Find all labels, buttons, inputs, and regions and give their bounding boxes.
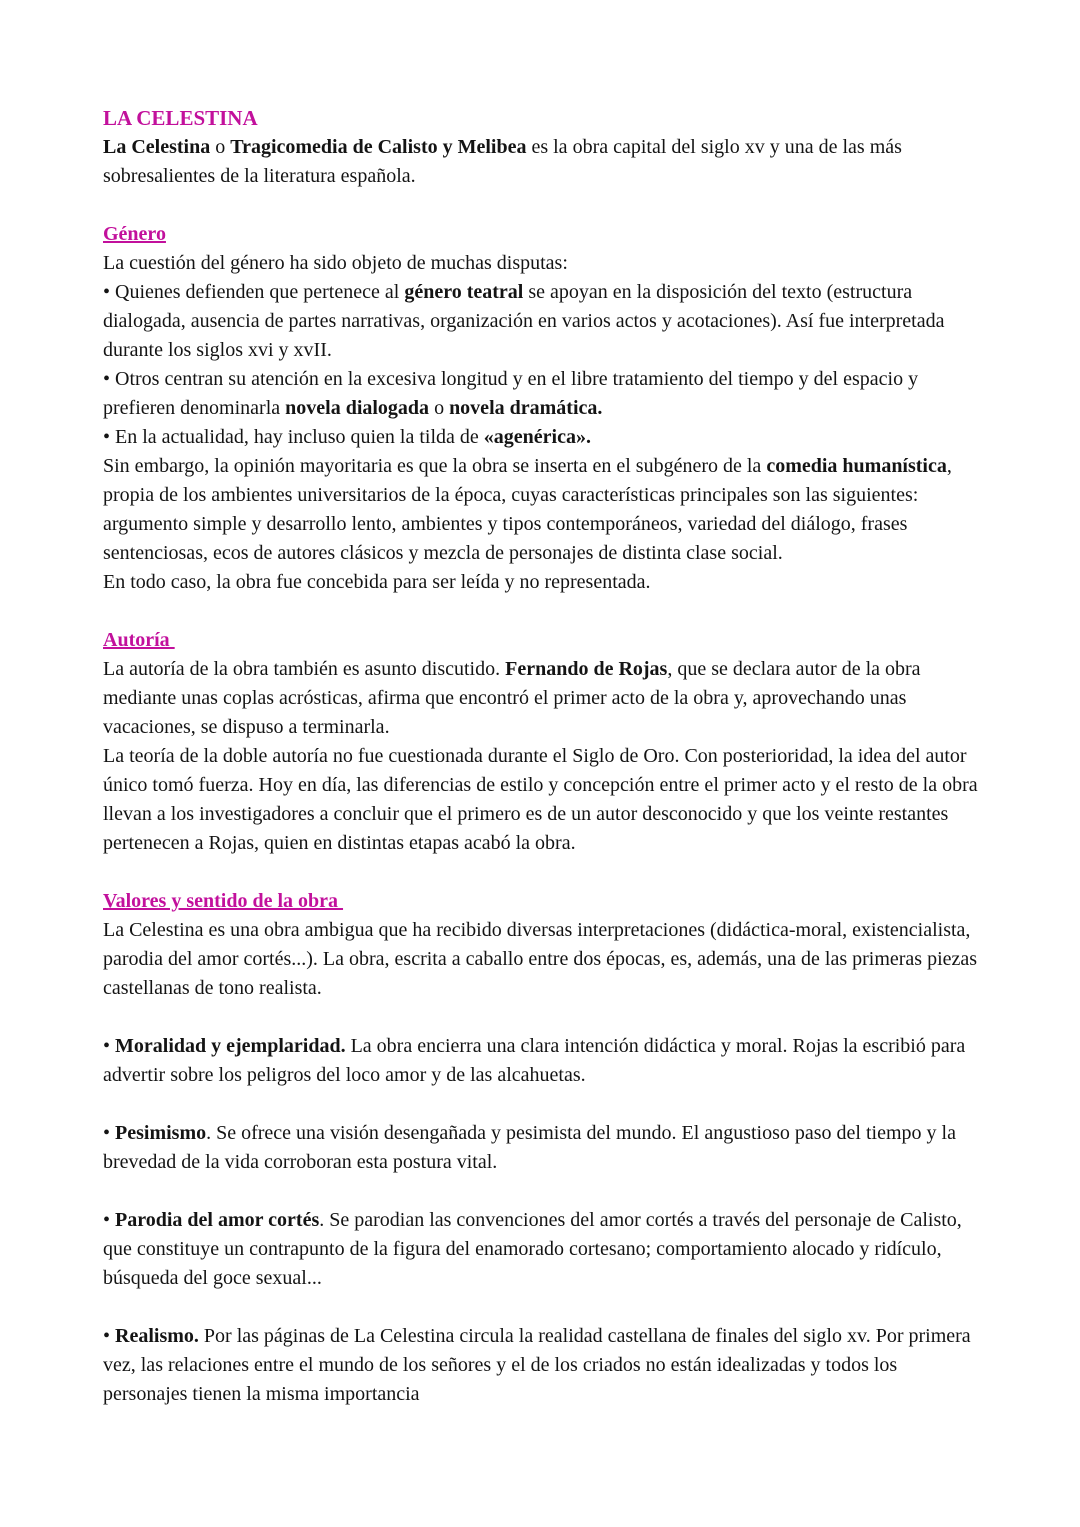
section-heading-valores bbox=[103, 887, 980, 916]
valores-bullet-parodia bbox=[103, 1206, 980, 1293]
document-title bbox=[103, 104, 980, 133]
text-run: • Otros centran su atención en la excesiva longitud y en el libre tratamiento del tiempo y del espacio y prefieren denominarla bbox=[103, 368, 919, 419]
blank-line bbox=[103, 1003, 980, 1032]
bold-text-run: novela dialogada bbox=[285, 397, 430, 419]
text-run: La Celestina es una obra ambigua que ha recibido diversas interpretaciones (didáctica-moral, existencialista, parodia del amor cortés...). La obra, escrita a caballo entre dos épocas, es, además, una de las primeras piezas castellanas de tono realista. bbox=[103, 919, 978, 999]
text-run: La cuestión del género ha sido objeto de muchas disputas: bbox=[103, 252, 568, 274]
bold-text-run: LA CELESTINA bbox=[103, 106, 258, 130]
valores-intro-paragraph bbox=[103, 916, 980, 1003]
bold-text-run: Fernando de Rojas bbox=[505, 658, 668, 680]
text-run: • bbox=[103, 1325, 116, 1347]
text-run: La obra encierra una clara intención didáctica y moral. Rojas la escribió para advertir sobre los peligros del loco amor y de las alcahuetas. bbox=[103, 1035, 966, 1086]
genero-comedia-humanistica-paragraph bbox=[103, 452, 980, 568]
text-run: • En la actualidad, hay incluso quien la tilda de bbox=[103, 426, 484, 448]
text-run: • bbox=[103, 1209, 116, 1231]
bold-text-run: Pesimismo bbox=[115, 1122, 207, 1144]
text-run: o bbox=[210, 136, 231, 158]
valores-bullet-moralidad bbox=[103, 1032, 980, 1090]
autoria-paragraph-1 bbox=[103, 655, 980, 742]
bold-text-run: Moralidad y ejemplaridad. bbox=[115, 1035, 346, 1057]
blank-line bbox=[103, 597, 980, 626]
genero-bullet-agenerica bbox=[103, 423, 980, 452]
bold-text-run: novela dramática. bbox=[449, 397, 603, 419]
genero-bullet-novela-dialogada bbox=[103, 365, 980, 423]
autoria-paragraph-2 bbox=[103, 742, 980, 858]
text-run: • bbox=[103, 1035, 116, 1057]
bold-text-run: «agenérica». bbox=[483, 426, 591, 448]
text-run: • bbox=[103, 1122, 116, 1144]
text-run: , propia de los ambientes universitarios de la época, cuyas características principales son las siguientes: argumento simple y desarrollo lento, ambientes y tipos contemporáneos, variedad del diálogo, frases sentenciosas, ecos de autores clásicos y mezcla de personajes de distinta clase social. bbox=[103, 455, 952, 564]
text-run: o bbox=[429, 397, 450, 419]
text-run: . Se parodian las convenciones del amor cortés a través del personaje de Calisto, que constituye un contrapunto de la figura del enamorado cortesano; comportamiento alocado y ridículo, búsqueda del goce sexual... bbox=[103, 1209, 962, 1289]
genero-intro-paragraph bbox=[103, 249, 980, 278]
blank-line bbox=[103, 858, 980, 887]
bold-text-run: Realismo. bbox=[115, 1325, 199, 1347]
valores-bullet-pesimismo bbox=[103, 1119, 980, 1177]
bold-text-run: Parodia del amor cortés bbox=[115, 1209, 320, 1231]
genero-conclusion-paragraph bbox=[103, 568, 980, 597]
bold-text-run: Autoría bbox=[103, 629, 175, 651]
text-run: • Quienes defienden que pertenece al bbox=[103, 281, 405, 303]
text-run: En todo caso, la obra fue concebida para ser leída y no representada. bbox=[103, 571, 651, 593]
text-run: , que se declara autor de la obra mediante unas coplas acrósticas, afirma que encontró el primer acto de la obra y, aprovechando unas vacaciones, se dispuso a terminarla. bbox=[103, 658, 921, 738]
bold-text-run: Género bbox=[103, 223, 166, 245]
blank-line bbox=[103, 191, 980, 220]
text-run: La teoría de la doble autoría no fue cuestionada durante el Siglo de Oro. Con posterioridad, la idea del autor único tomó fuerza. Hoy en día, las diferencias de estilo y concepción entre el primer acto y el resto de la obra llevan a los investigadores a concluir que el primero es de un autor desconocido y que los veinte restantes pertenecen a Rojas, quien en distintas etapas acabó la obra. bbox=[103, 745, 978, 854]
valores-bullet-realismo bbox=[103, 1322, 980, 1409]
text-run: Sin embargo, la opinión mayoritaria es que la obra se inserta en el subgénero de la bbox=[103, 455, 767, 477]
bold-text-run: comedia humanística bbox=[766, 455, 947, 477]
genero-bullet-genero-teatral bbox=[103, 278, 980, 365]
blank-line bbox=[103, 1090, 980, 1119]
text-run: es la obra capital del siglo xv y una de las más sobresalientes de la literatura española. bbox=[103, 136, 902, 187]
text-run: se apoyan en la disposición del texto (estructura dialogada, ausencia de partes narrativas, organización en varios actos y acotaciones). Así fue interpretada durante los siglos xvi y xvII. bbox=[103, 281, 945, 361]
text-run: Por las páginas de La Celestina circula la realidad castellana de finales del siglo xv. Por primera vez, las relaciones entre el mundo de los señores y el de los criados no están idealizadas y todos los personajes tienen la misma importancia bbox=[103, 1325, 971, 1405]
bold-text-run: género teatral bbox=[404, 281, 524, 303]
text-run: La autoría de la obra también es asunto discutido. bbox=[103, 658, 506, 680]
section-heading-autoria bbox=[103, 626, 980, 655]
intro-paragraph bbox=[103, 133, 980, 191]
blank-line bbox=[103, 1293, 980, 1322]
blank-line bbox=[103, 1177, 980, 1206]
bold-text-run: La Celestina bbox=[103, 136, 211, 158]
bold-text-run: Tragicomedia de Calisto y Melibea bbox=[230, 136, 527, 158]
text-run: . Se ofrece una visión desengañada y pesimista del mundo. El angustioso paso del tiempo y la brevedad de la vida corroboran esta postura vital. bbox=[103, 1122, 956, 1173]
bold-text-run: Valores y sentido de la obra bbox=[103, 890, 344, 912]
section-heading-genero bbox=[103, 220, 980, 249]
